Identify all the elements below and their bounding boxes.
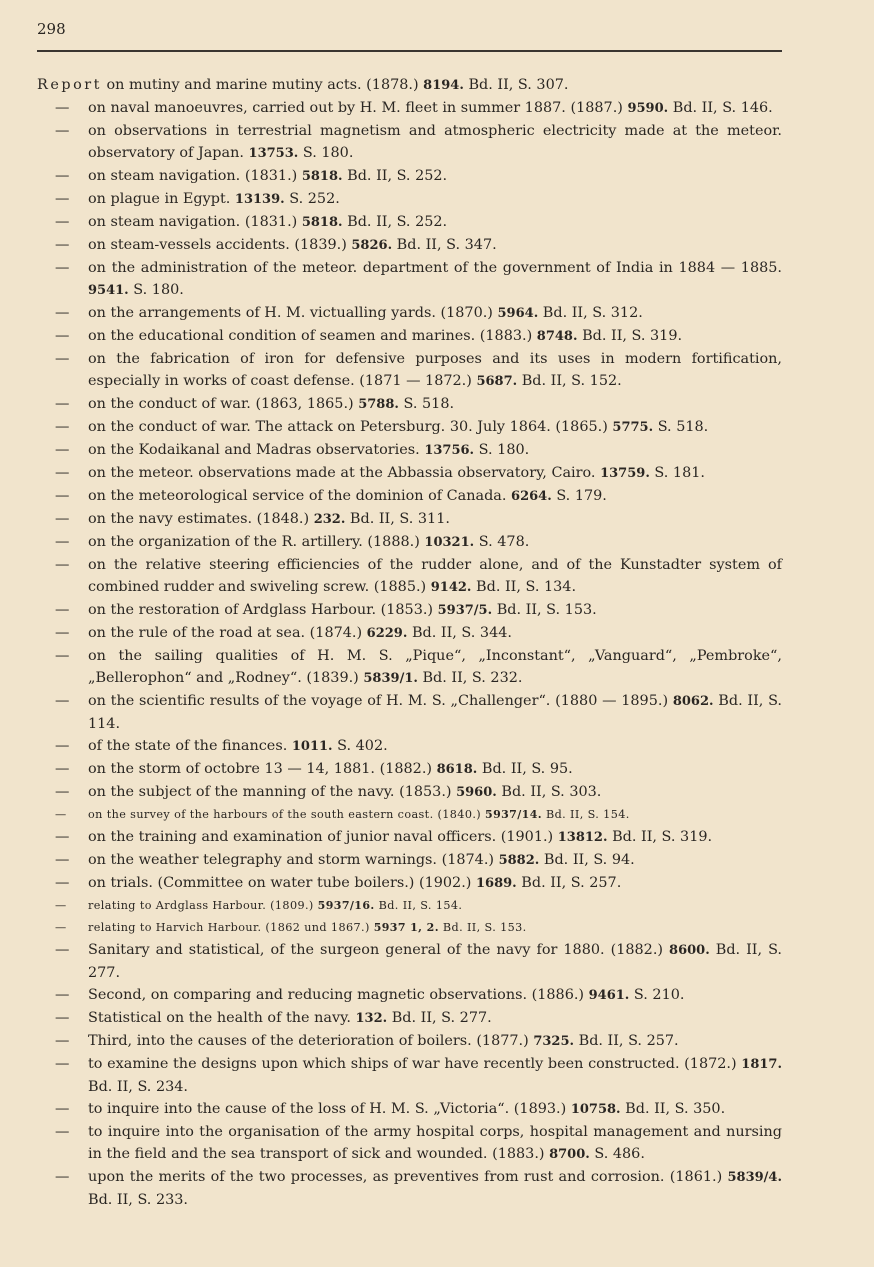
index-entry — [37, 234, 782, 257]
entry-heading: Report — [37, 77, 102, 93]
index-entry — [37, 917, 782, 939]
entry-number: 8748. — [536, 329, 578, 344]
entry-reference: Bd. II, S. 347. — [392, 237, 497, 253]
entry-reference: Bd. II, S. 277. — [387, 1010, 492, 1026]
ditto-dash: — — [55, 328, 70, 344]
entry-title: Second, on comparing and reducing magnetic observations. (1886.) — [88, 987, 589, 1003]
index-entry — [37, 325, 782, 348]
entry-reference: Bd. II, S. 303. — [496, 784, 602, 800]
entry-number: 1817. — [741, 1057, 782, 1072]
entry-reference: Bd. II, S. 344. — [407, 625, 512, 641]
entry-title: on observations in terrestrial magnetism and atmospheric electricity made at the meteor. observatory of Japan. — [88, 123, 782, 161]
index-entry — [37, 1121, 782, 1166]
entry-title: on the conduct of war. (1863, 1865.) — [88, 396, 359, 412]
entry-number: 9461. — [588, 988, 630, 1003]
ditto-dash: — — [55, 1169, 70, 1185]
index-entry — [37, 1053, 782, 1098]
entry-title: relating to Ardglass Harbour. (1809.) — [88, 899, 318, 912]
entry-title: on the relative steering efficiencies of the rudder alone, and of the Kunstadter system of combined rudder and swiveling screw. (1885.) — [88, 557, 782, 595]
entry-reference: Bd. II, S. 232. — [417, 670, 523, 686]
entry-reference: Bd. II, S. 114. — [88, 693, 782, 732]
entry-number: 7325. — [533, 1034, 575, 1049]
index-entry — [37, 439, 782, 462]
entry-number: 5960. — [456, 785, 497, 800]
entry-reference: S. 252. — [284, 191, 340, 207]
entry-reference: Bd. II, S. 94. — [539, 852, 635, 868]
entry-number: 5937/14. — [485, 808, 542, 821]
index-entry — [37, 599, 782, 622]
index-entry — [37, 826, 782, 849]
entry-title: on the scientific results of the voyage of H. M. S. „Challenger“. (1880 — 1895.) — [88, 693, 673, 709]
entry-title: on plague in Egypt. — [88, 191, 235, 207]
entry-reference: Bd. II, S. 154. — [374, 899, 463, 912]
ditto-dash: — — [55, 987, 70, 1003]
entry-number: 1011. — [291, 739, 333, 754]
entry-title: on the educational condition of seamen and marines. (1883.) — [88, 328, 537, 344]
ditto-dash: — — [55, 942, 70, 958]
entry-title: to inquire into the cause of the loss of H. M. S. „Victoria“. (1893.) — [88, 1101, 571, 1117]
ditto-dash: — — [55, 921, 67, 934]
index-entry — [37, 485, 782, 508]
index-entry — [37, 758, 782, 781]
entry-reference: S. 518. — [653, 419, 709, 435]
index-entry — [37, 97, 782, 120]
ditto-dash: — — [55, 396, 70, 412]
entry-title: to inquire into the organisation of the army hospital corps, hospital management and nursing in the field and the sea transport of sick and wounded. (1883.) — [88, 1124, 782, 1162]
entry-title: of the state of the finances. — [88, 738, 292, 754]
ditto-dash: — — [55, 1124, 70, 1140]
index-entry — [37, 393, 782, 416]
index-entry — [37, 257, 782, 302]
entry-reference: Bd. II, S. 233. — [88, 1192, 188, 1208]
entry-reference: Bd. II, S. 154. — [542, 808, 630, 821]
ditto-dash: — — [55, 829, 70, 845]
entry-number: 13139. — [234, 192, 285, 207]
entry-number: 13812. — [557, 830, 608, 845]
index-entry — [37, 120, 782, 165]
entry-title: relating to Harvich Harbour. (1862 und 1867.) — [88, 921, 374, 934]
ditto-dash: — — [55, 191, 70, 207]
entry-title: on trials. (Committee on water tube boilers.) (1902.) — [88, 875, 476, 891]
ditto-dash: — — [55, 123, 70, 139]
index-entry — [37, 1030, 782, 1053]
entry-reference: S. 180. — [474, 442, 530, 458]
ditto-dash: — — [55, 852, 70, 868]
ditto-dash: — — [55, 738, 70, 754]
entry-number: 5839/4. — [727, 1170, 782, 1185]
index-entry — [37, 554, 782, 599]
ditto-dash: — — [55, 648, 70, 664]
entry-title: on the survey of the harbours of the south eastern coast. (1840.) — [88, 808, 486, 821]
ditto-dash: — — [55, 808, 67, 821]
entry-number: 8600. — [669, 943, 710, 958]
entry-number: 13759. — [600, 466, 650, 481]
entry-number: 5937/5. — [437, 603, 493, 618]
entry-title: upon the merits of the two processes, as preventives from rust and corrosion. (1861.) — [88, 1169, 728, 1185]
entry-number: 5687. — [476, 374, 518, 389]
entry-number: 9142. — [430, 580, 472, 595]
entry-title: to examine the designs upon which ships of war have recently been constructed. (1872.) — [88, 1056, 742, 1072]
entry-reference: S. 181. — [649, 465, 705, 481]
index-entry — [37, 188, 782, 211]
ditto-dash: — — [55, 100, 70, 116]
entry-title: on the organization of the R. artillery. (1888.) — [88, 534, 425, 550]
index-entry — [37, 531, 782, 554]
ditto-dash: — — [55, 237, 70, 253]
ditto-dash: — — [55, 875, 70, 891]
entry-reference: S. 210. — [629, 987, 685, 1003]
entry-number: 5937 1, 2. — [373, 921, 439, 934]
index-entry — [37, 622, 782, 645]
entry-number: 10321. — [424, 535, 475, 550]
entry-title: Sanitary and statistical, of the surgeon general of the navy for 1880. (1882.) — [88, 942, 670, 958]
entry-reference: Bd. II, S. 319. — [577, 328, 683, 344]
entry-reference: Bd. II, S. 257. — [574, 1033, 679, 1049]
entry-reference: Bd. II, S. 319. — [607, 829, 713, 845]
entry-title: on the storm of octobre 13 — 14, 1881. (1882.) — [88, 761, 437, 777]
entry-number: 5775. — [612, 420, 654, 435]
entry-number: 5937/16. — [317, 899, 375, 912]
entry-title: on steam navigation. (1831.) — [88, 168, 302, 184]
entry-number: 5788. — [358, 397, 399, 412]
ditto-dash: — — [55, 305, 70, 321]
entry-title: on the subject of the manning of the navy. (1853.) — [88, 784, 457, 800]
entry-title: on the conduct of war. The attack on Petersburg. 30. July 1864. (1865.) — [88, 419, 613, 435]
ditto-dash: — — [55, 488, 70, 504]
ditto-dash: — — [55, 1056, 70, 1072]
entry-number: 9590. — [627, 101, 669, 116]
entry-reference: Bd. II, S. 152. — [517, 373, 622, 389]
ditto-dash: — — [55, 511, 70, 527]
ditto-dash: — — [55, 557, 70, 573]
entry-title: on the rule of the road at sea. (1874.) — [88, 625, 367, 641]
ditto-dash: — — [55, 214, 70, 230]
index-entry — [37, 939, 782, 984]
entry-number: 6264. — [511, 489, 552, 504]
entry-number: 5826. — [351, 238, 393, 253]
entry-reference: Bd. II, S. 146. — [668, 100, 773, 116]
index-entry — [37, 302, 782, 325]
entry-reference: Bd. II, S. 134. — [471, 579, 577, 595]
entry-reference: S. 486. — [589, 1146, 645, 1162]
entry-title: on the restoration of Ardglass Harbour. (1853.) — [88, 602, 438, 618]
entry-reference: Bd. II, S. 153. — [438, 921, 527, 934]
ditto-dash: — — [55, 602, 70, 618]
entry-title: Statistical on the health of the navy. — [88, 1010, 356, 1026]
index-entry — [37, 211, 782, 234]
page-number: 298 — [37, 20, 66, 38]
index-entry — [37, 1166, 782, 1211]
entry-title: on steam-vessels accidents. (1839.) — [88, 237, 352, 253]
entry-title: on the weather telegraphy and storm warnings. (1874.) — [88, 852, 499, 868]
ditto-dash: — — [55, 419, 70, 435]
entry-reference: S. 402. — [332, 738, 388, 754]
entry-title: on the meteorological service of the dominion of Canada. — [88, 488, 512, 504]
entry-number: 8062. — [672, 694, 714, 709]
entry-number: 6229. — [366, 626, 408, 641]
entry-reference: S. 518. — [398, 396, 455, 412]
index-entry — [37, 872, 782, 895]
entry-number: 5818. — [301, 169, 343, 184]
entry-reference: Bd. II, S. 311. — [345, 511, 450, 527]
entry-reference: Bd. II, S. 350. — [620, 1101, 726, 1117]
entry-number: 10758. — [570, 1102, 621, 1117]
entry-number: 5964. — [497, 306, 539, 321]
entry-title: on the navy estimates. (1848.) — [88, 511, 314, 527]
entry-title: on naval manoeuvres, carried out by H. M. fleet in summer 1887. (1887.) — [88, 100, 628, 116]
index-entry — [37, 804, 782, 826]
index-entry — [37, 781, 782, 804]
entry-number: 8618. — [436, 762, 478, 777]
entry-number: 13753. — [248, 146, 299, 161]
entry-number: 232. — [313, 512, 346, 527]
entry-title: on the fabrication of iron for defensive purposes and its uses in modern fortification, especially in works of coast defense. (1871 — 1872.) — [88, 351, 782, 389]
ditto-dash: — — [55, 1010, 70, 1026]
index-entry — [37, 416, 782, 439]
index-entries — [37, 74, 782, 1211]
entry-reference: S. 180. — [298, 145, 354, 161]
entry-reference: Bd. II, S. 153. — [492, 602, 597, 618]
entry-reference: Bd. II, S. 252. — [342, 214, 448, 230]
ditto-dash: — — [55, 351, 70, 367]
entry-reference: Bd. II, S. 252. — [342, 168, 448, 184]
entry-number: 132. — [355, 1011, 388, 1026]
entry-number: 8700. — [549, 1147, 590, 1162]
index-entry — [37, 1007, 782, 1030]
ditto-dash: — — [55, 168, 70, 184]
ditto-dash: — — [55, 442, 70, 458]
entry-reference: S. 179. — [551, 488, 607, 504]
entry-number: 8194. — [423, 78, 464, 93]
entry-number: 1689. — [475, 876, 517, 891]
index-entry — [37, 74, 782, 97]
index-entry — [37, 165, 782, 188]
entry-reference: Bd. II, S. 95. — [477, 761, 573, 777]
ditto-dash: — — [55, 1101, 70, 1117]
ditto-dash: — — [55, 534, 70, 550]
ditto-dash: — — [55, 784, 70, 800]
index-entry — [37, 348, 782, 393]
entry-number: 5839/1. — [363, 671, 418, 686]
entry-number: 13756. — [424, 443, 475, 458]
index-entry — [37, 645, 782, 690]
ditto-dash: — — [55, 693, 70, 709]
entry-title: on steam navigation. (1831.) — [88, 214, 302, 230]
index-entry — [37, 735, 782, 758]
entry-number: 5818. — [301, 215, 343, 230]
index-entry — [37, 895, 782, 917]
entry-title: on the meteor. observations made at the Abbassia observatory, Cairo. — [88, 465, 601, 481]
index-entry — [37, 462, 782, 485]
ditto-dash: — — [55, 260, 70, 276]
ditto-dash: — — [55, 761, 70, 777]
entry-reference: S. 478. — [474, 534, 530, 550]
entry-reference: Bd. II, S. 312. — [538, 305, 643, 321]
entry-title: on the sailing qualities of H. M. S. „Pique“, „Inconstant“, „Vanguard“, „Pembroke“, „Bellerophon“ and „Rodney“. (1839.) — [88, 648, 782, 686]
entry-number: 9541. — [88, 283, 129, 298]
entry-reference: Bd. II, S. 277. — [88, 942, 782, 981]
index-entry — [37, 984, 782, 1007]
index-entry — [37, 849, 782, 872]
entry-reference: Bd. II, S. 307. — [463, 77, 569, 93]
entry-title: on mutiny and marine mutiny acts. (1878.) — [101, 77, 424, 93]
ditto-dash: — — [55, 625, 70, 641]
index-entry — [37, 690, 782, 735]
entry-number: 5882. — [498, 853, 540, 868]
ditto-dash: — — [55, 1033, 70, 1049]
entry-title: Third, into the causes of the deterioration of boilers. (1877.) — [88, 1033, 534, 1049]
entry-title: on the administration of the meteor. department of the government of India in 1884 — 1885. — [88, 260, 782, 276]
entry-title: on the arrangements of H. M. victualling yards. (1870.) — [88, 305, 498, 321]
index-entry — [37, 508, 782, 531]
entry-reference: Bd. II, S. 257. — [516, 875, 622, 891]
index-entry — [37, 1098, 782, 1121]
ditto-dash: — — [55, 899, 67, 912]
header-rule — [37, 50, 782, 52]
entry-reference: S. 180. — [128, 282, 184, 298]
ditto-dash: — — [55, 465, 70, 481]
entry-title: on the training and examination of junior naval officers. (1901.) — [88, 829, 558, 845]
entry-title: on the Kodaikanal and Madras observatories. — [88, 442, 425, 458]
entry-reference: Bd. II, S. 234. — [88, 1079, 188, 1095]
